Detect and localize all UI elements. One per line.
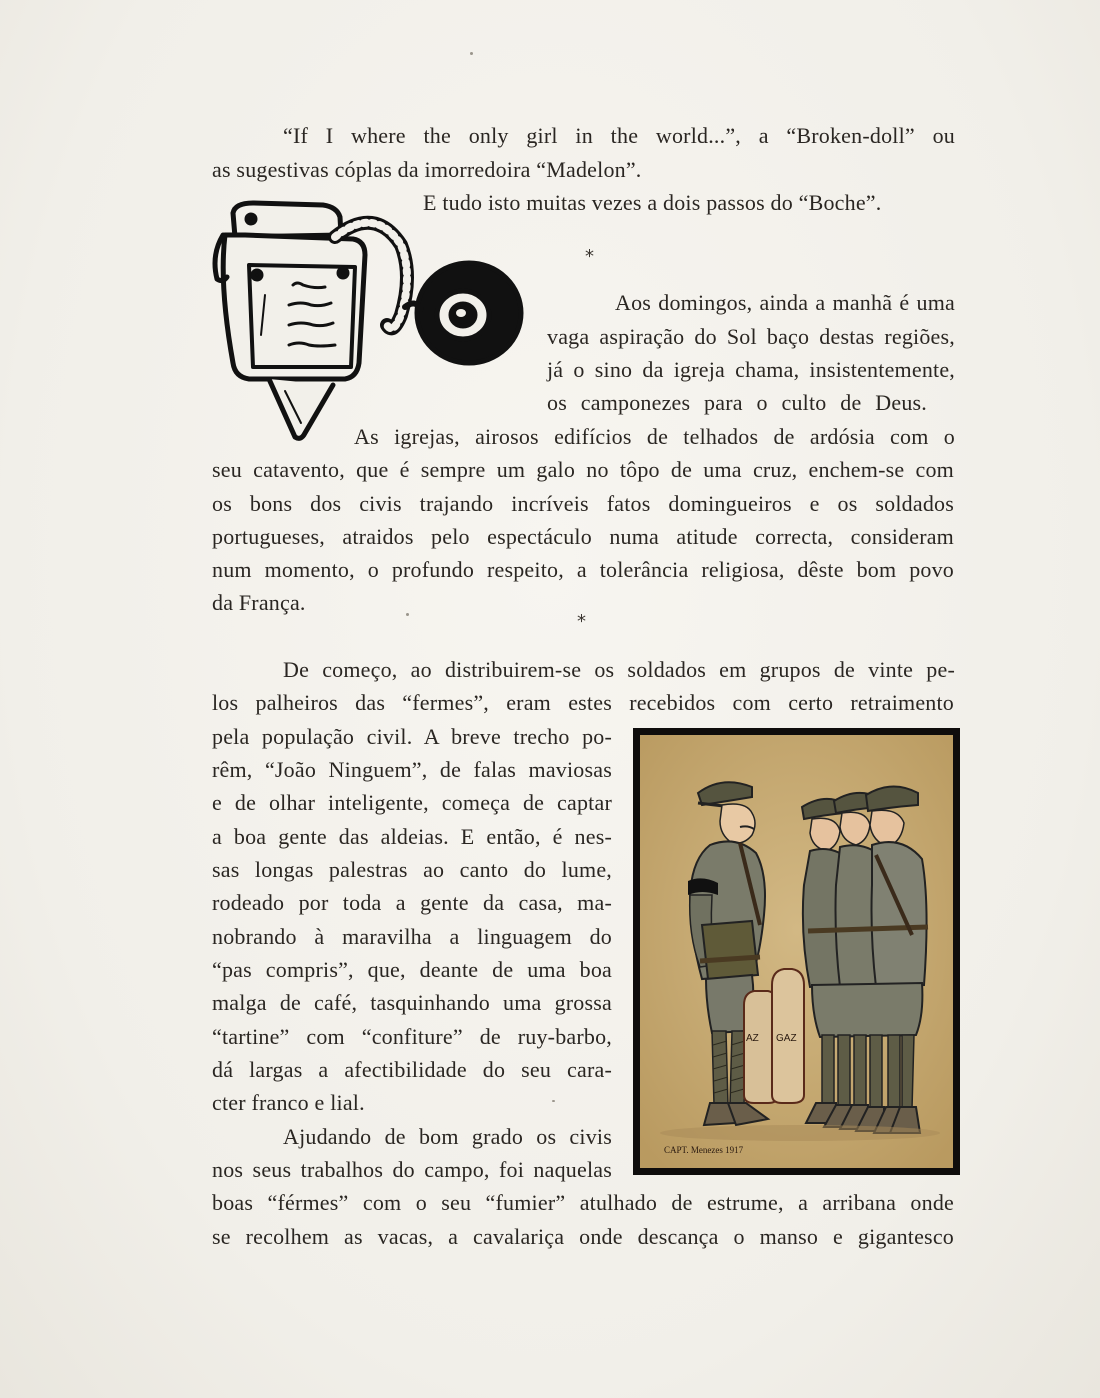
text-line: já o sino da igreja chama, insistentemente, — [547, 357, 955, 382]
text-line: E tudo isto muitas vezes a dois passos do “Boche”. — [423, 190, 882, 215]
text-line: cter franco e lial. — [212, 1090, 365, 1115]
soldiers-illustration — [633, 728, 960, 1175]
text-line: nos seus trabalhos do campo, foi naquelas — [212, 1157, 612, 1182]
cylinder-label-left: AZ — [746, 1033, 759, 1044]
text-line: boas “férmes” com o seu “fumier” atulhado de estrume, a arribana onde — [212, 1190, 954, 1215]
text-line: los palheiros das “fermes”, eram estes recebidos com certo retraimento — [212, 690, 954, 715]
text-line: malga de café, tasquinhando uma grossa — [212, 990, 612, 1015]
text-line: As igrejas, airosos edifícios de telhados de ardósia com o — [354, 424, 955, 449]
text-line: a boa gente das aldeias. E então, é nes- — [212, 824, 612, 849]
text-line: Aos domingos, ainda a manhã é uma — [615, 290, 955, 315]
cylinder-label-right: GAZ — [776, 1033, 797, 1044]
text-line: “pas compris”, que, deante de uma boa — [212, 957, 612, 982]
text-line: De começo, ao distribuirem-se os soldados em grupos de vinte pe- — [283, 657, 955, 682]
text-line: nobrando à maravilha a linguagem do — [212, 924, 612, 949]
text-line: vaga aspiração do Sol baço destas regiões, — [547, 324, 955, 349]
text-line: seu catavento, que é sempre um galo no tôpo de uma cruz, enchem-se com — [212, 457, 954, 482]
text-line: as sugestivas cóplas da imorredoira “Madelon”. — [212, 157, 642, 182]
text-line: Ajudando de bom grado os civis — [283, 1124, 612, 1149]
paper-speck — [406, 613, 409, 616]
text-line: “If I where the only girl in the world...”, a “Broken-doll” ou — [283, 123, 955, 148]
text-line: os camponezes para o culto de Deus. — [547, 390, 927, 415]
text-line: dá largas a afectibilidade do seu cara- — [212, 1057, 612, 1082]
paper-speck — [552, 1100, 555, 1102]
text-line: da França. — [212, 590, 306, 615]
text-line: num momento, o profundo respeito, a tolerância religiosa, dêste bom povo — [212, 557, 954, 582]
text-line: rêm, “João Ninguem”, de falas maviosas — [212, 757, 612, 782]
section-separator: * — [577, 611, 586, 632]
text-line: se recolhem as vacas, a cavalariça onde descança o manso e gigantesco — [212, 1224, 954, 1249]
text-line: rodeado por toda a gente da casa, ma- — [212, 890, 612, 915]
gas-mask-drawing — [205, 195, 540, 445]
paper-speck — [470, 52, 473, 55]
text-line: sas longas palestras ao canto do lume, — [212, 857, 612, 882]
section-separator: * — [585, 246, 594, 267]
text-line: portugueses, atraidos pelo espectáculo numa atitude correcta, consideram — [212, 524, 954, 549]
text-line: e de olhar inteligente, começa de captar — [212, 790, 612, 815]
text-line: os bons dos civis trajando incríveis fatos domingueiros e os soldados — [212, 491, 954, 516]
text-line: “tartine” com “confiture” de ruy-barbo, — [212, 1024, 612, 1049]
illustration-signature: CAPT. Menezes 1917 — [664, 1145, 744, 1155]
text-line: pela população civil. A breve trecho po- — [212, 724, 612, 749]
